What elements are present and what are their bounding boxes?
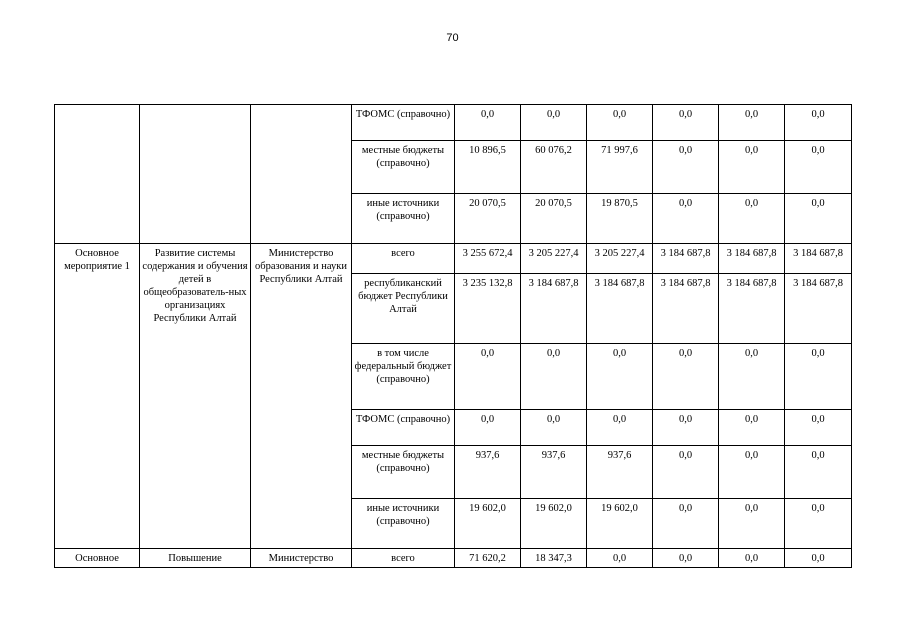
amount-cell: 3 184 687,8 bbox=[587, 274, 653, 344]
amount-cell: 0,0 bbox=[587, 344, 653, 410]
funding-source-cell: иные источники (справочно) bbox=[352, 499, 455, 549]
funding-source-cell: ТФОМС (справочно) bbox=[352, 410, 455, 446]
executor-cell: Министерство образования и науки Республики Алтай bbox=[251, 244, 352, 549]
measure-title-cell: Развитие системы содержания и обучения детей в общеобразователь-ных организациях Республики Алтай bbox=[140, 244, 251, 549]
amount-cell: 71 620,2 bbox=[455, 549, 521, 568]
amount-cell: 19 602,0 bbox=[587, 499, 653, 549]
table-row bbox=[55, 549, 852, 568]
amount-cell: 3 205 227,4 bbox=[521, 244, 587, 274]
amount-cell: 0,0 bbox=[785, 194, 852, 244]
amount-cell: 0,0 bbox=[653, 499, 719, 549]
amount-cell: 0,0 bbox=[785, 549, 852, 568]
funding-source-cell: всего bbox=[352, 244, 455, 274]
amount-cell: 0,0 bbox=[785, 105, 852, 141]
amount-cell: 3 184 687,8 bbox=[719, 274, 785, 344]
amount-cell: 0,0 bbox=[785, 499, 852, 549]
amount-cell: 3 184 687,8 bbox=[785, 274, 852, 344]
amount-cell: 0,0 bbox=[653, 344, 719, 410]
amount-cell: 18 347,3 bbox=[521, 549, 587, 568]
amount-cell: 0,0 bbox=[719, 141, 785, 194]
table-row bbox=[55, 244, 852, 274]
measure-number-cell: Основное bbox=[55, 549, 140, 568]
amount-cell: 20 070,5 bbox=[521, 194, 587, 244]
amount-cell: 3 184 687,8 bbox=[653, 244, 719, 274]
amount-cell: 0,0 bbox=[653, 446, 719, 499]
amount-cell: 3 235 132,8 bbox=[455, 274, 521, 344]
amount-cell: 19 602,0 bbox=[455, 499, 521, 549]
amount-cell: 0,0 bbox=[455, 105, 521, 141]
amount-cell: 0,0 bbox=[785, 446, 852, 499]
amount-cell: 0,0 bbox=[521, 410, 587, 446]
amount-cell: 0,0 bbox=[719, 499, 785, 549]
amount-cell: 0,0 bbox=[587, 105, 653, 141]
measure-number-cell bbox=[55, 105, 140, 244]
amount-cell: 19 602,0 bbox=[521, 499, 587, 549]
amount-cell: 3 184 687,8 bbox=[719, 244, 785, 274]
funding-source-cell: иные источники (справочно) bbox=[352, 194, 455, 244]
funding-source-cell: всего bbox=[352, 549, 455, 568]
amount-cell: 19 870,5 bbox=[587, 194, 653, 244]
amount-cell: 0,0 bbox=[719, 344, 785, 410]
amount-cell: 0,0 bbox=[653, 549, 719, 568]
amount-cell: 0,0 bbox=[587, 410, 653, 446]
amount-cell: 0,0 bbox=[785, 344, 852, 410]
funding-source-cell: местные бюджеты (справочно) bbox=[352, 141, 455, 194]
amount-cell: 0,0 bbox=[653, 141, 719, 194]
measure-number-cell: Основное мероприятие 1 bbox=[55, 244, 140, 549]
amount-cell: 0,0 bbox=[521, 105, 587, 141]
amount-cell: 0,0 bbox=[653, 194, 719, 244]
amount-cell: 937,6 bbox=[587, 446, 653, 499]
amount-cell: 0,0 bbox=[719, 410, 785, 446]
amount-cell: 0,0 bbox=[455, 344, 521, 410]
funding-source-cell: местные бюджеты (справочно) bbox=[352, 446, 455, 499]
funding-source-cell: республиканский бюджет Республики Алтай bbox=[352, 274, 455, 344]
amount-cell: 3 255 672,4 bbox=[455, 244, 521, 274]
amount-cell: 0,0 bbox=[587, 549, 653, 568]
page-number: 70 bbox=[446, 32, 459, 44]
amount-cell: 937,6 bbox=[455, 446, 521, 499]
executor-cell bbox=[251, 105, 352, 244]
amount-cell: 3 184 687,8 bbox=[521, 274, 587, 344]
funding-source-cell: в том числе федеральный бюджет (справочно) bbox=[352, 344, 455, 410]
amount-cell: 937,6 bbox=[521, 446, 587, 499]
amount-cell: 0,0 bbox=[521, 344, 587, 410]
amount-cell: 10 896,5 bbox=[455, 141, 521, 194]
amount-cell: 0,0 bbox=[719, 446, 785, 499]
amount-cell: 0,0 bbox=[719, 105, 785, 141]
amount-cell: 0,0 bbox=[785, 410, 852, 446]
amount-cell: 0,0 bbox=[719, 194, 785, 244]
executor-cell: Министерство bbox=[251, 549, 352, 568]
amount-cell: 71 997,6 bbox=[587, 141, 653, 194]
funding-source-cell: ТФОМС (справочно) bbox=[352, 105, 455, 141]
amount-cell: 3 184 687,8 bbox=[785, 244, 852, 274]
table-row bbox=[55, 105, 852, 141]
amount-cell: 20 070,5 bbox=[455, 194, 521, 244]
amount-cell: 0,0 bbox=[653, 105, 719, 141]
amount-cell: 0,0 bbox=[653, 410, 719, 446]
amount-cell: 0,0 bbox=[719, 549, 785, 568]
amount-cell: 3 184 687,8 bbox=[653, 274, 719, 344]
amount-cell: 60 076,2 bbox=[521, 141, 587, 194]
measure-title-cell: Повышение bbox=[140, 549, 251, 568]
budget-table bbox=[54, 104, 852, 568]
budget-table-body bbox=[55, 105, 852, 568]
amount-cell: 0,0 bbox=[455, 410, 521, 446]
amount-cell: 3 205 227,4 bbox=[587, 244, 653, 274]
amount-cell: 0,0 bbox=[785, 141, 852, 194]
measure-title-cell bbox=[140, 105, 251, 244]
